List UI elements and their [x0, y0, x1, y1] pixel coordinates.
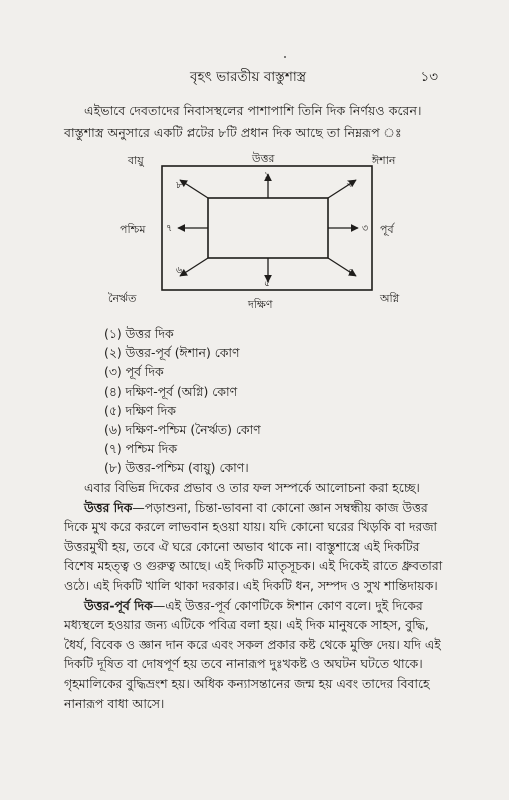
running-title: বৃহৎ ভারতীয় বাস্তুশাস্ত্র [190, 69, 307, 85]
list-item: (৬) দক্ষিণ-পশ্চিম (নৈর্ঋত) কোণ [104, 422, 261, 438]
arrow-number-8: ৮ [176, 180, 183, 191]
arrow-number-4: ৪ [348, 267, 355, 278]
list-item: (২) উত্তর-পূর্ব (ঈশান) কোণ [104, 345, 240, 361]
list-item: (১) উত্তর দিক [104, 326, 174, 341]
label-south: দক্ষিণ [248, 298, 273, 311]
direction-diagram [100, 146, 420, 316]
direction-list [104, 324, 444, 478]
text-north: —পড়াশুনা, চিন্তা-ভাবনা বা কোনো জ্ঞান সম্বন্ধীয় কাজ উত্তর দিকে মুখ করে করলে লাভবান হওয়া যায়। যদি কোনো ঘরের খিড়কি বা দরজা উত্তরমুখী হয়, তবে ঐ ঘরে কোনো অভাব থাকে না। বাস্তুশাস্ত্রে এই দিকটির বিশেষ মহত্ত্ব ও গুরুত্ব আছে। এই দিকটি মাতৃসূচক। এই দিকেই রাতে ধ্রুবতারা ওঠে। এই দিকটি খালি থাকা দরকার। এই দিকটি ধন, সম্পদ ও সুখ শান্তিদায়ক। [64, 499, 443, 593]
arrow-southwest [180, 258, 208, 276]
arrow-number-7: ৭ [166, 223, 173, 234]
label-southwest-nairrit: নৈর্ঋত [108, 292, 137, 305]
arrow-northwest [180, 180, 208, 198]
body-text [64, 478, 444, 713]
arrow-number-3: ৩ [362, 223, 369, 234]
body-lead: এবার বিভিন্ন দিকের প্রভাব ও তার ফল সম্পর্কে আলোচনা করা হচ্ছে। [84, 480, 420, 495]
label-southeast-agni: অগ্নি [380, 292, 400, 305]
label-east: পূর্ব [380, 223, 394, 236]
page-number: ১৩ [420, 69, 438, 85]
label-west: পশ্চিম [120, 223, 146, 236]
plot-inner-rect [208, 198, 328, 258]
intro-text [64, 100, 444, 144]
label-northeast-ishan: ঈশান [372, 154, 396, 167]
paragraph-northeast [64, 596, 444, 714]
paragraph-north [64, 498, 444, 596]
label-northwest-vayu: বায়ু [128, 154, 144, 167]
list-item: (৮) উত্তর-পশ্চিম (বায়ু) কোণ। [104, 460, 249, 476]
list-item: (৭) পশ্চিম দিক [104, 441, 177, 457]
direction-diagram-drawing [100, 146, 420, 316]
print-speck [284, 56, 286, 58]
label-north: উত্তর [252, 152, 275, 165]
list-item: (৩) পূর্ব দিক [104, 364, 164, 380]
arrow-number-1: ১ [264, 170, 271, 181]
intro-line-2: বাস্তুশাস্ত্র অনুসারে একটি প্লটের ৮টি প্রধান দিক আছে তা নিম্নরূপ ঃ [64, 125, 402, 140]
heading-north: উত্তর দিক [84, 499, 133, 515]
arrow-number-5: ৫ [264, 278, 271, 289]
text-northeast: —এই উত্তর-পূর্ব কোণটিকে ঈশান কোণ বলে। দুই দিকের মধ্যস্থলে হওয়ার জন্য এটিকে পবিত্র বলা হয়। এই দিক মানুষকে সাহস, বুদ্ধি, ধৈর্য, বিবেক ও জ্ঞান দান করে এবং সকল প্রকার কষ্ট থেকে মুক্তি দেয়। যদি এই দিকটি দূষিত বা দোষপূর্ণ হয় তবে নানারূপ দুঃখকষ্ট ও অঘটন ঘটতে থাকে। গৃহমালিকের বুদ্ধিভ্রংশ হয়। অধিক কন্যাসন্তানের জন্ম হয় এবং তাদের বিবাহে নানারূপ বাধা আসে। [64, 597, 441, 711]
intro-line-1: এইভাবে দেবতাদের নিবাসস্থলের পাশাপাশি তিনি দিক নির্ণয়ও করেন। [84, 103, 422, 118]
heading-northeast: উত্তর-পূর্ব দিক [84, 597, 153, 613]
arrow-number-2: ২ [346, 178, 353, 189]
list-item: (৫) দক্ষিণ দিক [104, 402, 176, 418]
arrow-number-6: ৬ [176, 265, 183, 276]
list-item: (৪) দক্ষিণ-পূর্ব (অগ্নি) কোণ [104, 383, 238, 399]
